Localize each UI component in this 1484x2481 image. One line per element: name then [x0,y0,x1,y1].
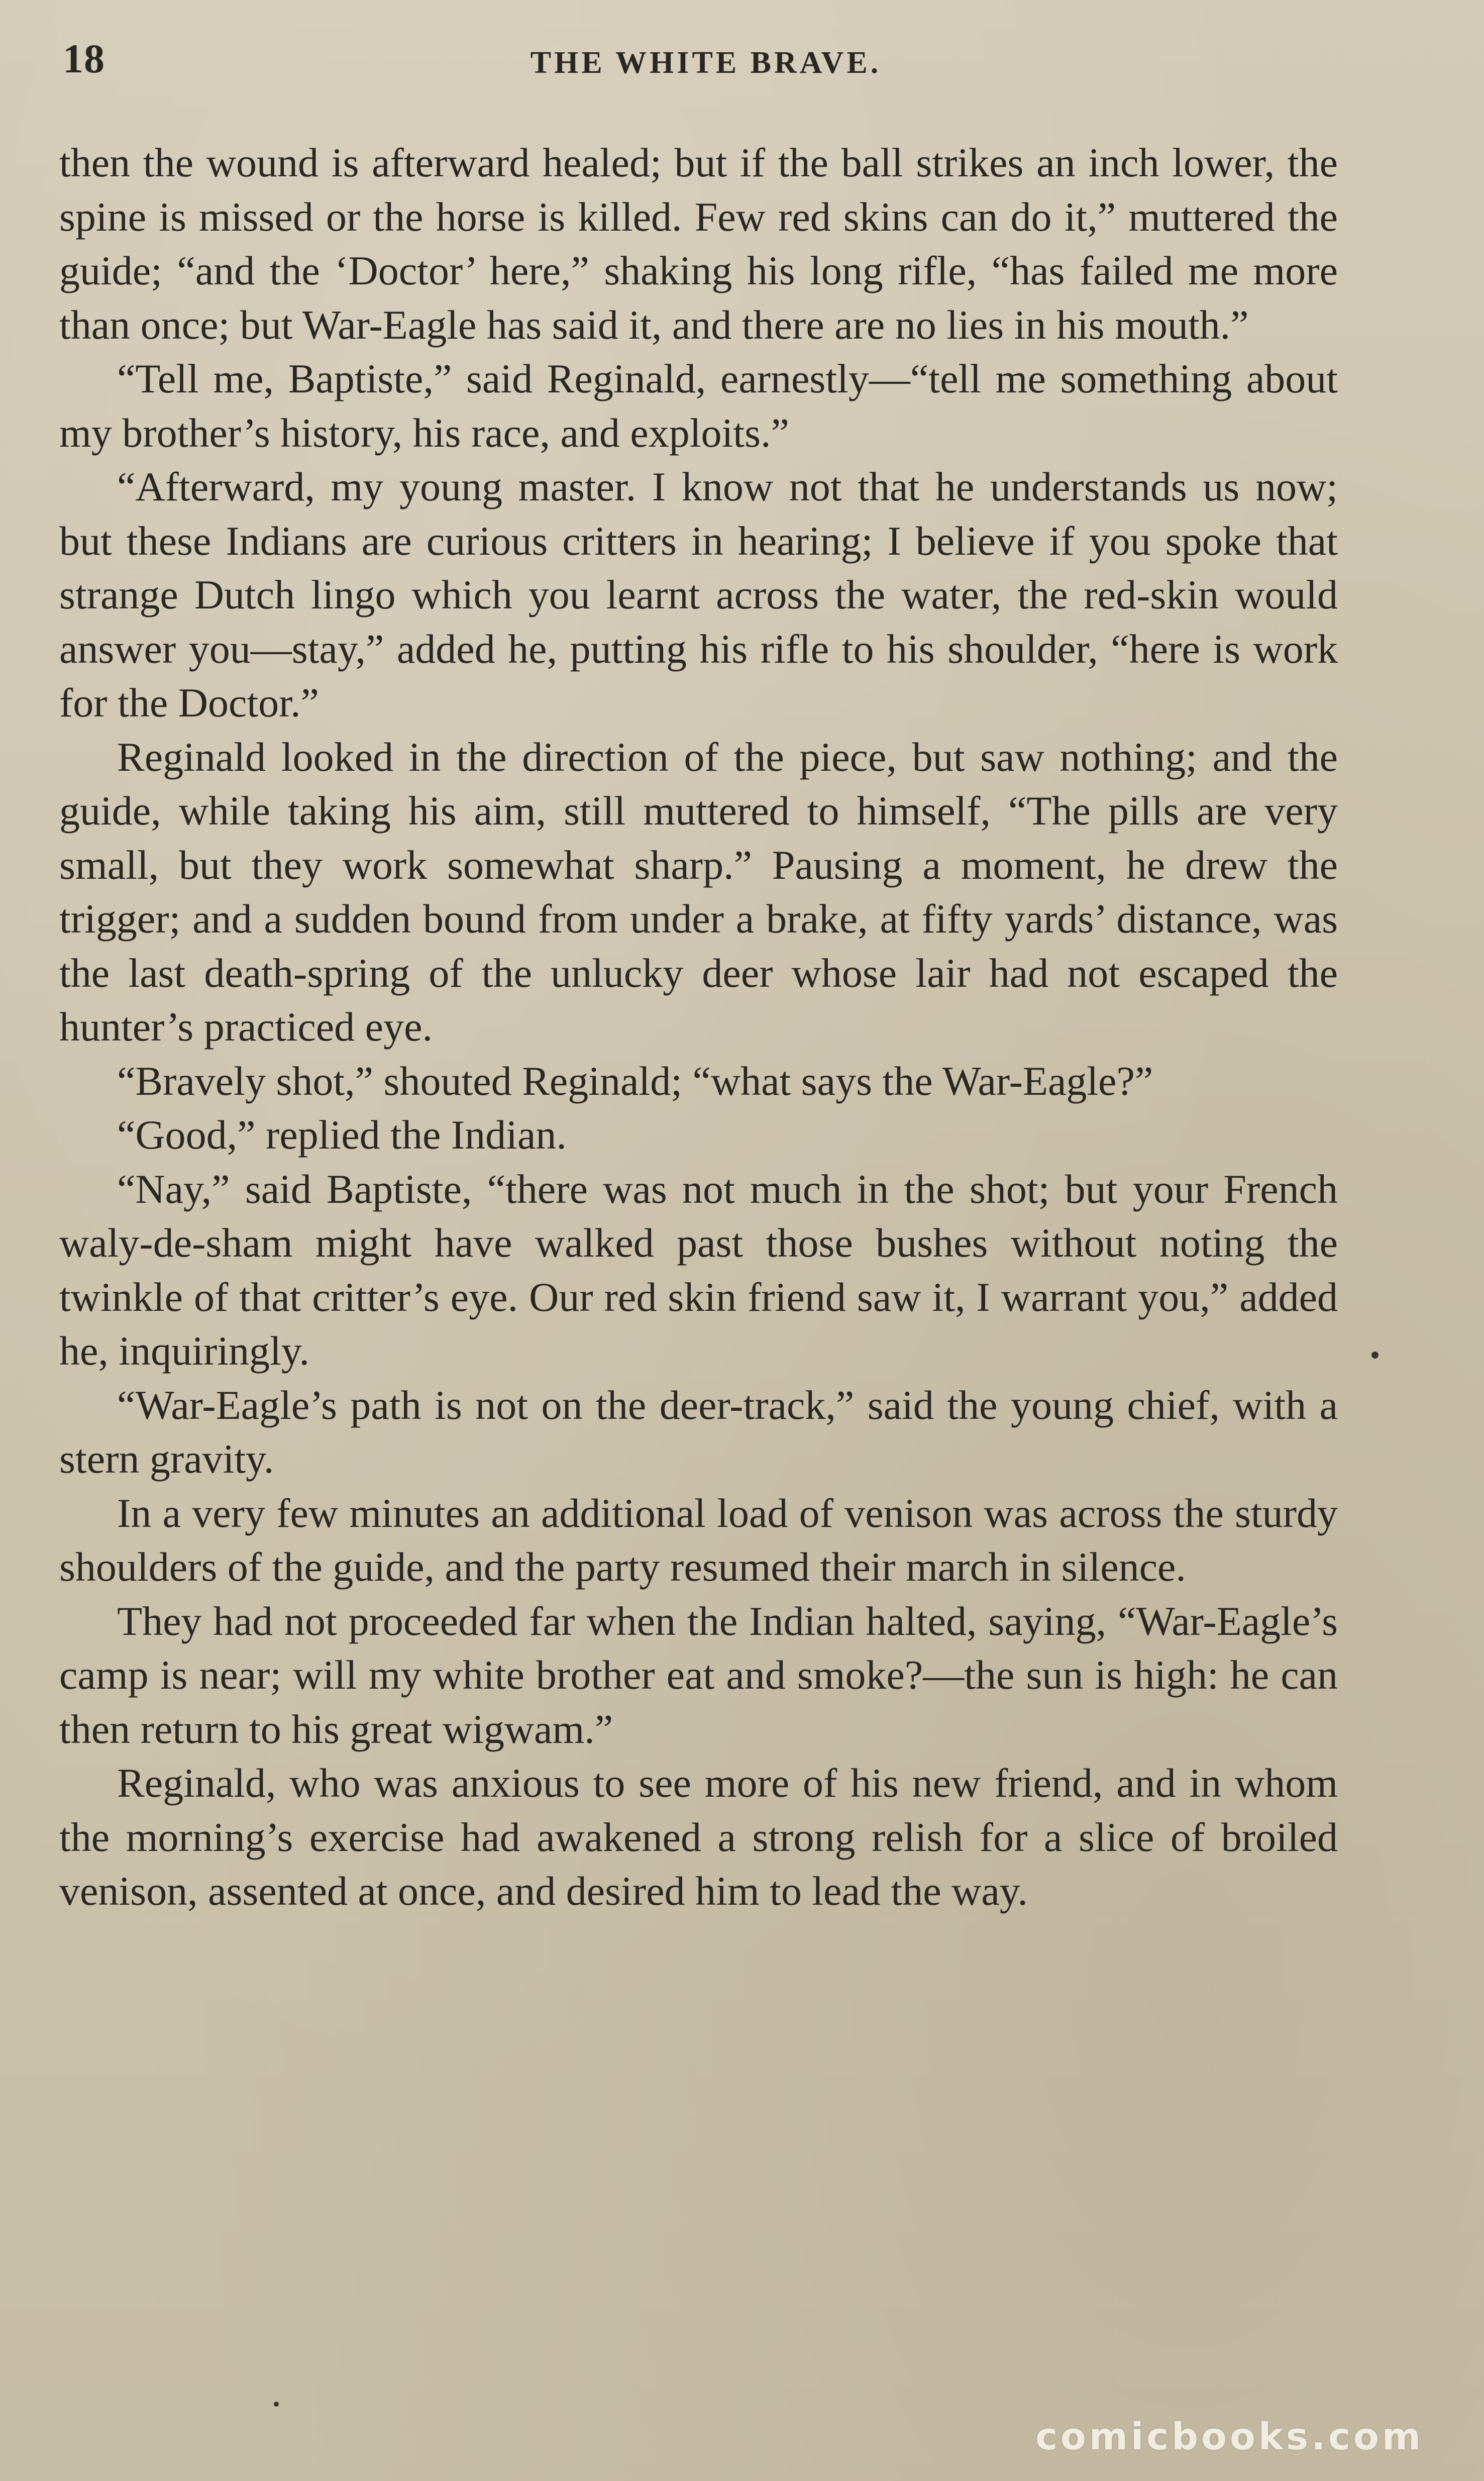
paragraph: “Bravely shot,” shouted Reginald; “what says the War-Eagle?” [117,1058,1153,1104]
running-head: THE WHITE BRAVE. [530,46,882,80]
paragraph: “Nay,” said Baptiste, “there was not much in the shot; but your French waly-de-sham might have walked past those bushes without noting the twinkle of that critter’s eye. Our red skin friend saw it, I warrant you,” added he, inquiringly. [59,1166,1338,1374]
paragraph: then the wound is afterward healed; but if the ball strikes an inch lower, the spine is missed or the horse is killed. Few red skins can do it,” muttered the guide; “and the ‘Doctor’ here,” shaking his long rifle, “has failed me more than once; but War-Eagle has said it, and there are no lies in his mouth.” [59,140,1338,348]
paragraph: “Afterward, my young master. I know not that he understands us now; but these Indians are curious critters in hearing; I believe if you spoke that strange Dutch lingo which you learnt across the water, the red-skin would answer you—stay,” added he, putting his rifle to his shoulder, “here is work for the Doctor.” [59,464,1338,726]
page-header [63,35,1349,95]
watermark-logo: comicbooks.com [1035,2415,1424,2458]
paper-speck [1371,1352,1379,1359]
page-number: 18 [63,36,105,81]
paragraph: “Tell me, Baptiste,” said Reginald, earnestly—“tell me something about my brother’s history, his race, and exploits.” [59,356,1338,456]
paragraph: They had not proceeded far when the Indian halted, saying, “War-Eagle’s camp is near; will my white brother eat and smoke?—the sun is high: he can then return to his great wigwam.” [59,1598,1338,1752]
paragraph: “War-Eagle’s path is not on the deer-track,” said the young chief, with a stern gravity. [59,1382,1338,1482]
paragraph: In a very few minutes an additional load of venison was across the sturdy shoulders of the guide, and the party resumed their march in silence. [59,1490,1338,1590]
paragraph: “Good,” replied the Indian. [117,1112,567,1158]
paragraph: Reginald looked in the direction of the piece, but saw nothing; and the guide, while taking his aim, still muttered to himself, “The pills are very small, but they work somewhat sharp.” Pausing a moment, he drew the trigger; and a sudden bound from under a brake, at fifty yards’ distance, was the last death-spring of the unlucky deer whose lair had not escaped the hunter’s practiced eye. [59,734,1338,1050]
paper-speck [274,2402,279,2407]
body-text [59,136,1338,1918]
paragraph: Reginald, who was anxious to see more of his new friend, and in whom the morning’s exercise had awakened a strong relish for a slice of broiled venison, assented at once, and desired him to lead the way. [59,1760,1338,1914]
